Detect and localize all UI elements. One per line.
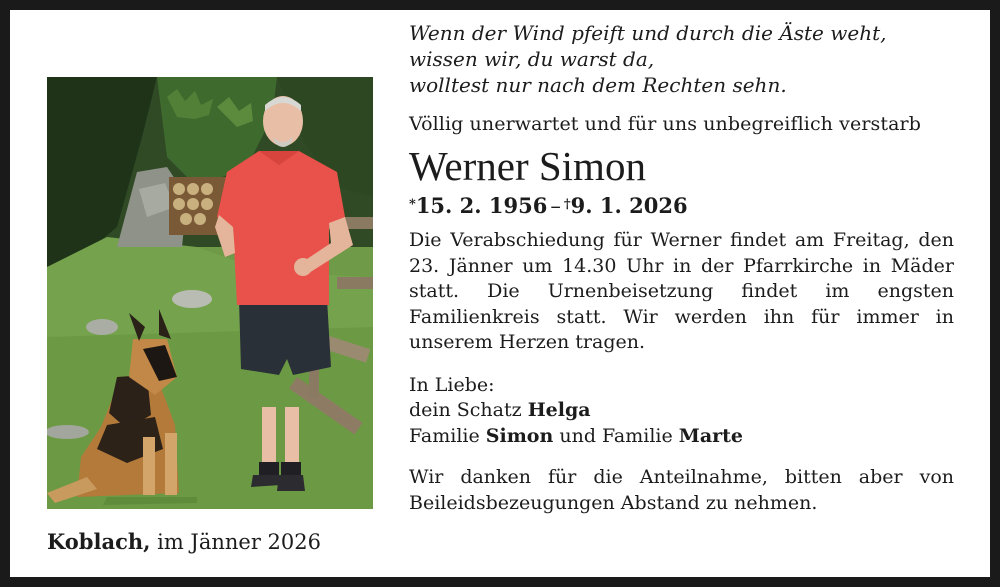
thanks-text: Wir danken für die Anteilnahme, bitten aber von Beileidsbezeugungen Abstand zu nehmen. [409, 466, 954, 514]
poem-line: Wenn der Wind pfeift und durch die Äste weht, [409, 21, 887, 45]
mourner-name: Marte [678, 424, 743, 447]
intro-text: Völlig unerwartet und für uns unbegreiflich verstarb [409, 113, 921, 135]
mourner-line: Familie Simon und Familie Marte [409, 424, 743, 447]
place-and-date [47, 529, 321, 555]
life-dates [409, 193, 954, 219]
mourners-heading: In Liebe: [409, 373, 495, 396]
portrait-photo [47, 77, 373, 509]
place-date: im Jänner 2026 [157, 530, 322, 554]
text-column [409, 20, 954, 516]
poem-line: wolltest nur nach dem Rechten sehn. [409, 73, 787, 97]
mourner-name: Simon [485, 424, 554, 447]
date-separator: – [550, 194, 561, 218]
poem [409, 20, 954, 98]
mourner-name: Helga [527, 399, 591, 421]
birth-date: 15. 2. 1956 [415, 193, 548, 218]
mourners-list [409, 373, 954, 450]
birth-symbol: * [409, 197, 416, 212]
mourner-line: dein Schatz Helga [409, 399, 591, 421]
death-symbol: † [563, 197, 571, 212]
deceased-name: Werner Simon [409, 143, 646, 189]
poem-line: wissen wir, du warst da, [409, 47, 655, 71]
announcement-text: Die Verabschiedung für Werner findet am Freitag, den 23. Jänner um 14.30 Uhr in der Pfarrkirche in Mäder statt. Die Urnenbeisetzung findet im engsten Familienkreis statt. Wir werden ihn für immer in unserem Herzen tragen. [409, 229, 954, 353]
death-date: 9. 1. 2026 [570, 193, 688, 218]
place-town: Koblach, [47, 529, 151, 554]
